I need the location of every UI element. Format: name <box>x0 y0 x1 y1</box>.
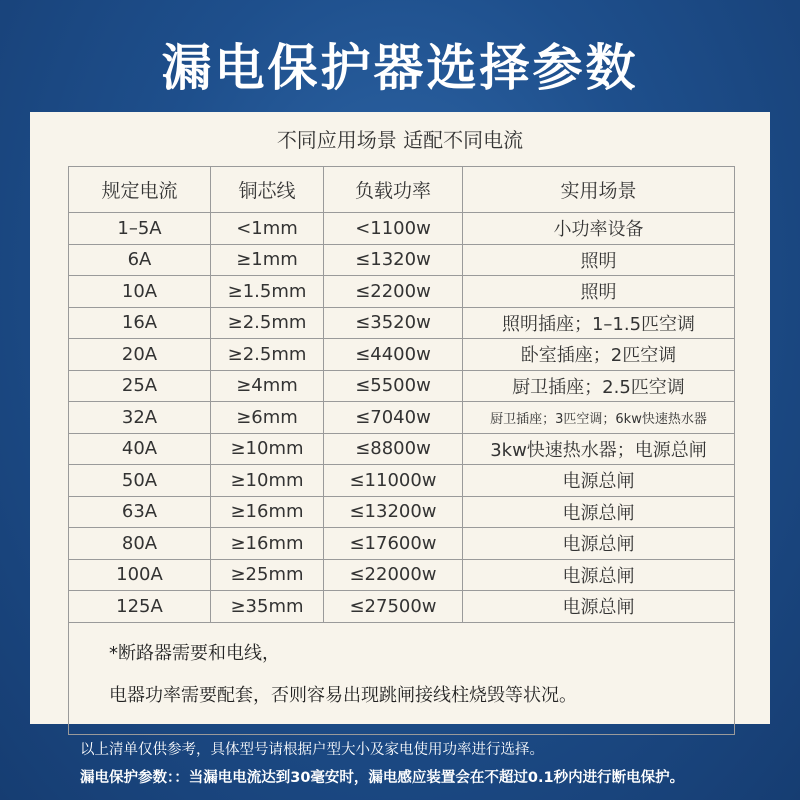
rated-current-cell: 50A <box>69 465 211 497</box>
application-cell: 电源总闸 <box>463 591 735 623</box>
rated-current-cell: 6A <box>69 244 211 276</box>
application-cell: 3kw快速热水器；电源总闸 <box>463 433 735 465</box>
application-cell: 厨卫插座；2.5匹空调 <box>463 370 735 402</box>
table-row <box>69 244 735 276</box>
power-cell: ≤27500w <box>324 591 463 623</box>
application-cell: 照明 <box>463 244 735 276</box>
wire-cell: ≥1.5mm <box>211 276 324 308</box>
table-row <box>69 559 735 591</box>
power-cell: ≤7040w <box>324 402 463 434</box>
application-cell: 照明 <box>463 276 735 308</box>
wire-cell: ≥16mm <box>211 528 324 560</box>
parameter-card <box>30 112 770 724</box>
rated-current-cell: 16A <box>69 307 211 339</box>
wire-cell: ≥10mm <box>211 433 324 465</box>
header-copper-wire: 铜芯线 <box>211 167 324 213</box>
rated-current-cell: 1–5A <box>69 213 211 245</box>
table-note-row <box>69 622 735 734</box>
application-cell: 卧室插座；2匹空调 <box>463 339 735 371</box>
table-row <box>69 402 735 434</box>
wire-cell: ≥6mm <box>211 402 324 434</box>
note-line-1: *断路器需要和电线， <box>109 642 280 664</box>
application-cell: 厨卫插座；3匹空调；6kw快速热水器 <box>463 402 735 434</box>
power-cell: ≤3520w <box>324 307 463 339</box>
power-cell: ≤11000w <box>324 465 463 497</box>
table-row <box>69 465 735 497</box>
table-row <box>69 307 735 339</box>
table-row <box>69 433 735 465</box>
page-title: 漏电保护器选择参数 <box>161 39 639 97</box>
application-cell: 电源总闸 <box>463 559 735 591</box>
table-header-row <box>69 167 735 213</box>
table-row <box>69 276 735 308</box>
power-cell: ≤5500w <box>324 370 463 402</box>
wire-cell: ≥25mm <box>211 559 324 591</box>
power-cell: ≤4400w <box>324 339 463 371</box>
power-cell: ≤2200w <box>324 276 463 308</box>
power-cell: ≤22000w <box>324 559 463 591</box>
table-row <box>69 591 735 623</box>
power-cell: ≤8800w <box>324 433 463 465</box>
application-cell: 照明插座；1–1.5匹空调 <box>463 307 735 339</box>
table-row <box>69 213 735 245</box>
note-cell <box>69 622 735 734</box>
power-cell: ≤1320w <box>324 244 463 276</box>
rated-current-cell: 20A <box>69 339 211 371</box>
application-cell: 电源总闸 <box>463 496 735 528</box>
wire-cell: ≥10mm <box>211 465 324 497</box>
footer-leakage-params: 漏电保护参数：：当漏电电流达到30毫安时，漏电感应装置会在不超过0.1秒内进行断电保护。 <box>80 770 685 786</box>
header-load-power: 负载功率 <box>324 167 463 213</box>
application-cell: 小功率设备 <box>463 213 735 245</box>
power-cell: ≤13200w <box>324 496 463 528</box>
power-cell: <1100w <box>324 213 463 245</box>
parameter-table <box>68 166 735 735</box>
wire-cell: ≥16mm <box>211 496 324 528</box>
rated-current-cell: 125A <box>69 591 211 623</box>
wire-cell: ≥4mm <box>211 370 324 402</box>
application-cell: 电源总闸 <box>463 465 735 497</box>
application-cell: 电源总闸 <box>463 528 735 560</box>
rated-current-cell: 63A <box>69 496 211 528</box>
wire-cell: ≥35mm <box>211 591 324 623</box>
rated-current-cell: 25A <box>69 370 211 402</box>
table-row <box>69 528 735 560</box>
table-row <box>69 339 735 371</box>
power-cell: ≤17600w <box>324 528 463 560</box>
rated-current-cell: 10A <box>69 276 211 308</box>
table-row <box>69 370 735 402</box>
rated-current-cell: 80A <box>69 528 211 560</box>
wire-cell: ≥2.5mm <box>211 307 324 339</box>
wire-cell: ≥1mm <box>211 244 324 276</box>
rated-current-cell: 100A <box>69 559 211 591</box>
header-application: 实用场景 <box>463 167 735 213</box>
wire-cell: <1mm <box>211 213 324 245</box>
note-line-2: 电器功率需要配套，否则容易出现跳闸接线柱烧毁等状况。 <box>109 684 577 706</box>
rated-current-cell: 40A <box>69 433 211 465</box>
wire-cell: ≥2.5mm <box>211 339 324 371</box>
header-rated-current: 规定电流 <box>69 167 211 213</box>
rated-current-cell: 32A <box>69 402 211 434</box>
table-row <box>69 496 735 528</box>
card-subtitle: 不同应用场景 适配不同电流 <box>276 128 524 152</box>
footer-disclaimer: 以上清单仅供参考，具体型号请根据户型大小及家电使用功率进行选择。 <box>80 742 544 758</box>
